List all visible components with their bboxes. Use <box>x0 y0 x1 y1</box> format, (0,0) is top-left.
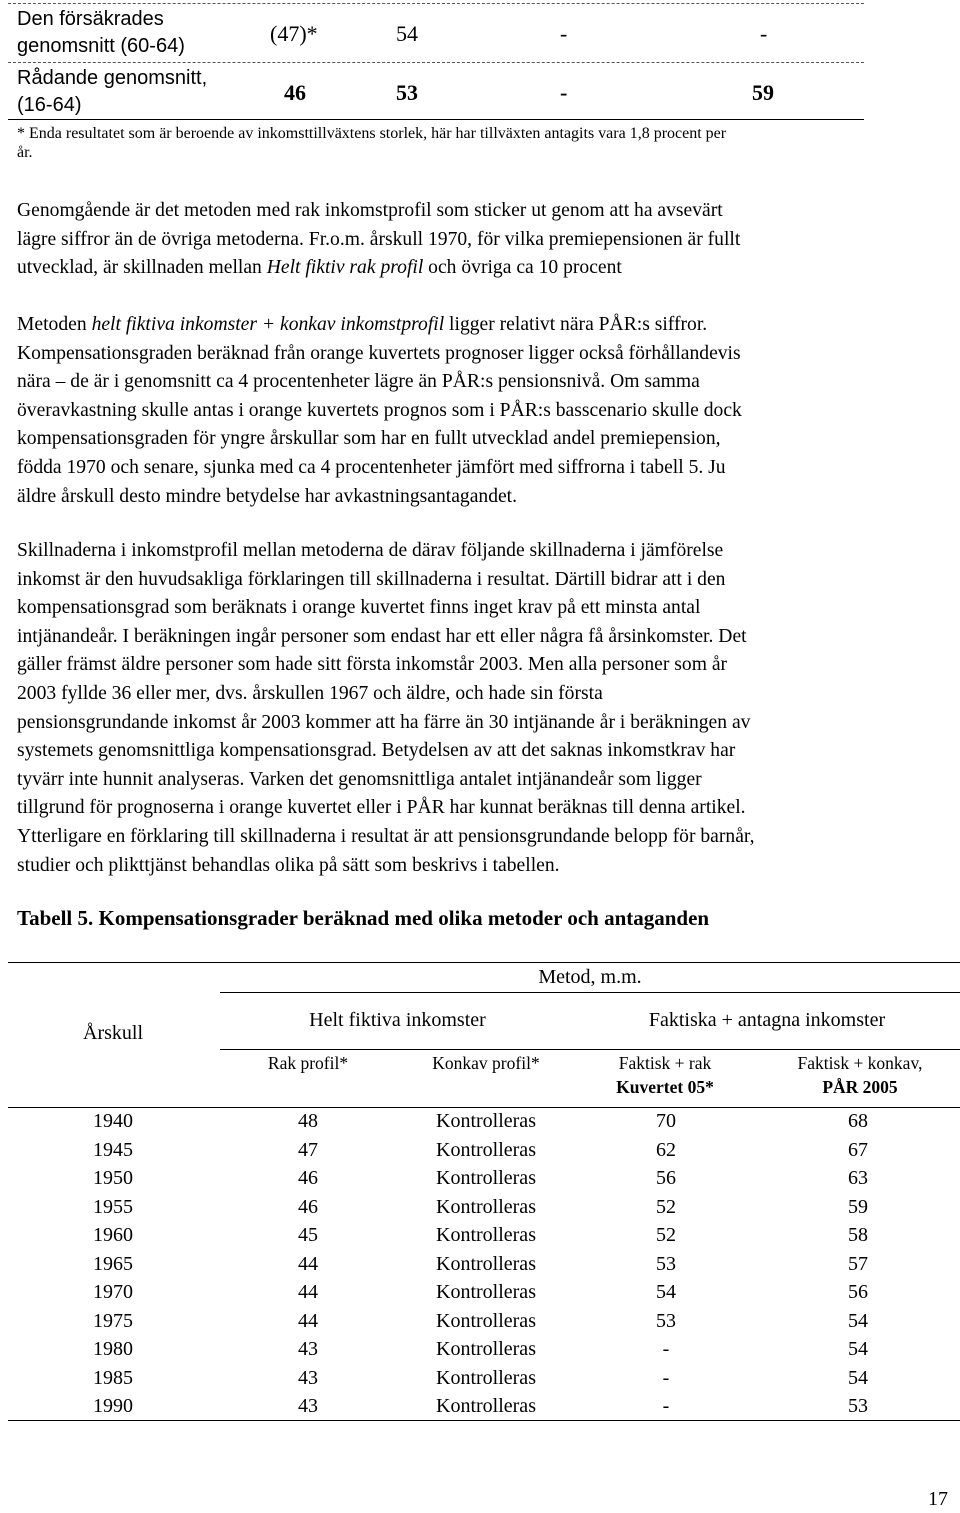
header-bottom-rule <box>8 1107 960 1108</box>
paragraph-line: lägre siffror än de övriga metoderna. Fr.o.m. årskull 1970, för vilka premiepensionen är fullt <box>17 228 741 250</box>
text-run: ligger relativt nära PÅR:s siffror. <box>444 314 708 335</box>
cell-faktisk-rak: - <box>662 1366 670 1389</box>
cell-arskull: 1940 <box>93 1110 133 1132</box>
column-header-arskull: Årskull <box>83 1022 143 1044</box>
cell-arskull: 1975 <box>93 1309 133 1332</box>
cell-rak: 48 <box>298 1110 318 1132</box>
cell-konkav: Kontrolleras <box>436 1252 536 1275</box>
header-rule <box>220 992 960 993</box>
cell-konkav: Kontrolleras <box>436 1224 536 1246</box>
cell-rak: 44 <box>298 1281 318 1303</box>
cell-rak: 45 <box>298 1224 318 1246</box>
cell-konkav: Kontrolleras <box>436 1338 536 1360</box>
text-run: utvecklad, är skillnaden mellan <box>17 257 267 279</box>
table-top-rule <box>8 962 960 963</box>
table-divider <box>8 3 864 4</box>
row-label-line: genomsnitt (60-64) <box>17 35 185 57</box>
header-line: Kuvertet 05* <box>616 1077 714 1097</box>
paragraph-line <box>17 254 947 283</box>
cell-faktisk-konkav: 54 <box>848 1338 868 1360</box>
paragraph-line: nära – de är i genomsnitt ca 4 procentenheter lägre än PÅR:s pensionsnivå. Om samma <box>17 371 700 393</box>
footnote-line: * Enda resultatet som är beroende av inkomsttillväxtens storlek, här har tillväxten antagits vara 1,8 procent per <box>17 125 727 142</box>
table-cell: 53 <box>396 80 418 105</box>
paragraph-line: intjänandeår. I beräkningen ingår personer som endast har ett eller några få årsinkomster. Det <box>17 625 747 647</box>
paragraph-line: kompensationsgraden för yngre årskullar som har en fullt utvecklad andel premiepension, <box>17 428 721 450</box>
table-cell: (47)* <box>270 21 318 46</box>
paragraph-line: Genomgående är det metoden med rak inkomstprofil som sticker ut genom att ha avsevärt <box>17 200 723 221</box>
paragraph-line: överavkastning skulle antas i orange kuvertets prognos som i PÅR:s basscenario skulle dock <box>17 399 742 421</box>
column-header-konkav: Konkav profil* <box>432 1053 540 1073</box>
cell-faktisk-konkav: 58 <box>848 1224 868 1246</box>
paragraph-line: studier och plikttjänst behandlas olika på sätt som beskrivs i tabellen. <box>17 854 560 876</box>
cell-faktisk-konkav: 63 <box>848 1167 868 1189</box>
cell-arskull: 1970 <box>93 1281 133 1303</box>
cell-faktisk-rak: 62 <box>656 1138 676 1161</box>
text-run: Metoden <box>17 314 92 335</box>
cell-faktisk-rak: 52 <box>656 1195 676 1218</box>
footnote-line: år. <box>17 144 33 161</box>
paragraph-line: Kompensationsgraden beräknad från orange kuvertets prognoser ligger också förhållandevis <box>17 342 741 364</box>
header-line: Faktisk + rak <box>618 1053 712 1073</box>
footnote <box>17 124 947 162</box>
cell-arskull: 1990 <box>93 1395 133 1417</box>
cell-rak: 44 <box>298 1252 318 1275</box>
table-divider <box>8 62 864 63</box>
cell-rak: 43 <box>298 1395 318 1417</box>
cell-arskull: 1945 <box>93 1138 133 1161</box>
table-cell: 54 <box>396 21 418 46</box>
column-header-faktisk-konkav <box>775 1051 945 1099</box>
header-line: Faktisk + konkav, <box>797 1053 923 1073</box>
paragraph <box>17 311 947 511</box>
table-cell: - <box>760 21 768 46</box>
cell-faktisk-rak: 70 <box>656 1110 676 1132</box>
cell-konkav: Kontrolleras <box>436 1110 536 1132</box>
table-caption: Tabell 5. Kompensationsgrader beräknad med olika metoder och antaganden <box>17 906 710 930</box>
cell-konkav: Kontrolleras <box>436 1167 536 1189</box>
cell-faktisk-rak: 54 <box>656 1281 676 1303</box>
cell-konkav: Kontrolleras <box>436 1195 536 1218</box>
column-header-rak: Rak profil* <box>267 1053 349 1073</box>
paragraph-line: inkomst är den huvudsakliga förklaringen till skillnaderna i resultat. Därtill bidrar att i den <box>17 568 726 590</box>
cell-faktisk-rak: 53 <box>656 1309 676 1332</box>
cell-faktisk-konkav: 56 <box>848 1281 868 1303</box>
cell-konkav: Kontrolleras <box>436 1281 536 1303</box>
paragraph-line: tyvärr inte hunnit analyseras. Varken det genomsnittliga antalet intjänandeår som ligger <box>17 768 702 790</box>
cell-faktisk-konkav: 68 <box>848 1110 868 1132</box>
cell-rak: 46 <box>298 1195 318 1218</box>
cell-faktisk-konkav: 53 <box>848 1395 868 1417</box>
table-bottom-rule <box>8 119 864 120</box>
cell-arskull: 1950 <box>93 1167 133 1189</box>
cell-faktisk-konkav: 54 <box>848 1366 868 1389</box>
row-label-line: Den försäkrades <box>17 8 164 30</box>
cell-faktisk-rak: 52 <box>656 1224 676 1246</box>
paragraph-line: gäller främst äldre personer som hade sitt första inkomstår 2003. Men alla personer som år <box>17 654 728 676</box>
italic-term: helt fiktiva inkomster + konkav inkomstprofil <box>91 314 445 335</box>
paragraph-line: äldre årskull desto mindre betydelse har avkastningsantagandet. <box>17 485 518 507</box>
column-group-header-fiktiva: Helt fiktiva inkomster <box>309 1009 486 1031</box>
row-label-line: (16-64) <box>17 94 82 116</box>
paragraph-line: 2003 fyllde 36 eller mer, dvs. årskullen 1967 och äldre, och hade sin första <box>17 682 603 704</box>
italic-term: Helt fiktiv rak profil <box>266 257 424 279</box>
cell-faktisk-rak: - <box>662 1338 670 1360</box>
cell-konkav: Kontrolleras <box>436 1366 536 1389</box>
column-header-faktisk-rak <box>590 1051 740 1099</box>
cell-faktisk-rak: 56 <box>656 1167 676 1189</box>
cell-faktisk-rak: 53 <box>656 1252 676 1275</box>
cell-rak: 46 <box>298 1167 318 1189</box>
paragraph-line: kompensationsgrad som beräknats i orange kuvertet finns inget krav på ett minsta antal <box>17 597 701 619</box>
cell-arskull: 1960 <box>93 1224 133 1246</box>
cell-arskull: 1965 <box>93 1252 133 1275</box>
row-label <box>17 6 185 60</box>
table-cell: 46 <box>284 80 306 105</box>
column-group-header-faktiska: Faktiska + antagna inkomster <box>648 1009 886 1031</box>
paragraph-line: Skillnaderna i inkomstprofil mellan metoderna de därav följande skillnaderna i jämförelse <box>17 540 724 561</box>
paragraph-line <box>17 311 947 340</box>
header-rule <box>220 1049 960 1050</box>
column-group-header-metod: Metod, m.m. <box>538 966 642 988</box>
cell-faktisk-konkav: 59 <box>848 1195 868 1218</box>
paragraph <box>17 197 947 283</box>
cell-rak: 43 <box>298 1338 318 1360</box>
paragraph-line: tillgrund för prognoserna i orange kuvertet eller i PÅR har kunnat beräknas till denna artikel. <box>17 797 746 819</box>
paragraph <box>17 537 947 880</box>
paragraph-line: systemets genomsnittliga kompensationsgrad. Betydelsen av att det saknas inkomstkrav har <box>17 740 736 762</box>
row-label <box>17 65 207 119</box>
cell-rak: 43 <box>298 1366 318 1389</box>
cell-konkav: Kontrolleras <box>436 1395 536 1417</box>
cell-arskull: 1985 <box>93 1366 133 1389</box>
table-cell: - <box>560 21 568 46</box>
paragraph-line: Ytterligare en förklaring till skillnaderna i resultat är att pensionsgrundande belopp för barnår, <box>17 825 755 847</box>
table-bottom-rule <box>8 1420 960 1421</box>
row-label-line: Rådande genomsnitt, <box>17 67 208 89</box>
text-run: och övriga ca 10 procent <box>423 257 622 279</box>
paragraph-line: födda 1970 och senare, sjunka med ca 4 procentenheter jämfört med siffrorna i tabell 5. Ju <box>17 456 726 478</box>
cell-konkav: Kontrolleras <box>436 1309 536 1332</box>
cell-konkav: Kontrolleras <box>436 1138 536 1161</box>
paragraph-line: pensionsgrundande inkomst år 2003 kommer att ha färre än 30 intjänande år i beräkningen av <box>17 711 751 733</box>
cell-faktisk-konkav: 57 <box>848 1252 868 1275</box>
table-cell: - <box>560 80 568 105</box>
header-line: PÅR 2005 <box>822 1077 898 1097</box>
cell-rak: 44 <box>298 1309 318 1332</box>
cell-arskull: 1955 <box>93 1195 133 1218</box>
cell-arskull: 1980 <box>93 1338 133 1360</box>
table-cell: 59 <box>752 80 774 105</box>
cell-faktisk-rak: - <box>662 1395 670 1417</box>
cell-faktisk-konkav: 67 <box>848 1138 868 1161</box>
page-number: 17 <box>928 1488 948 1510</box>
cell-rak: 47 <box>298 1138 318 1161</box>
cell-faktisk-konkav: 54 <box>848 1309 868 1332</box>
